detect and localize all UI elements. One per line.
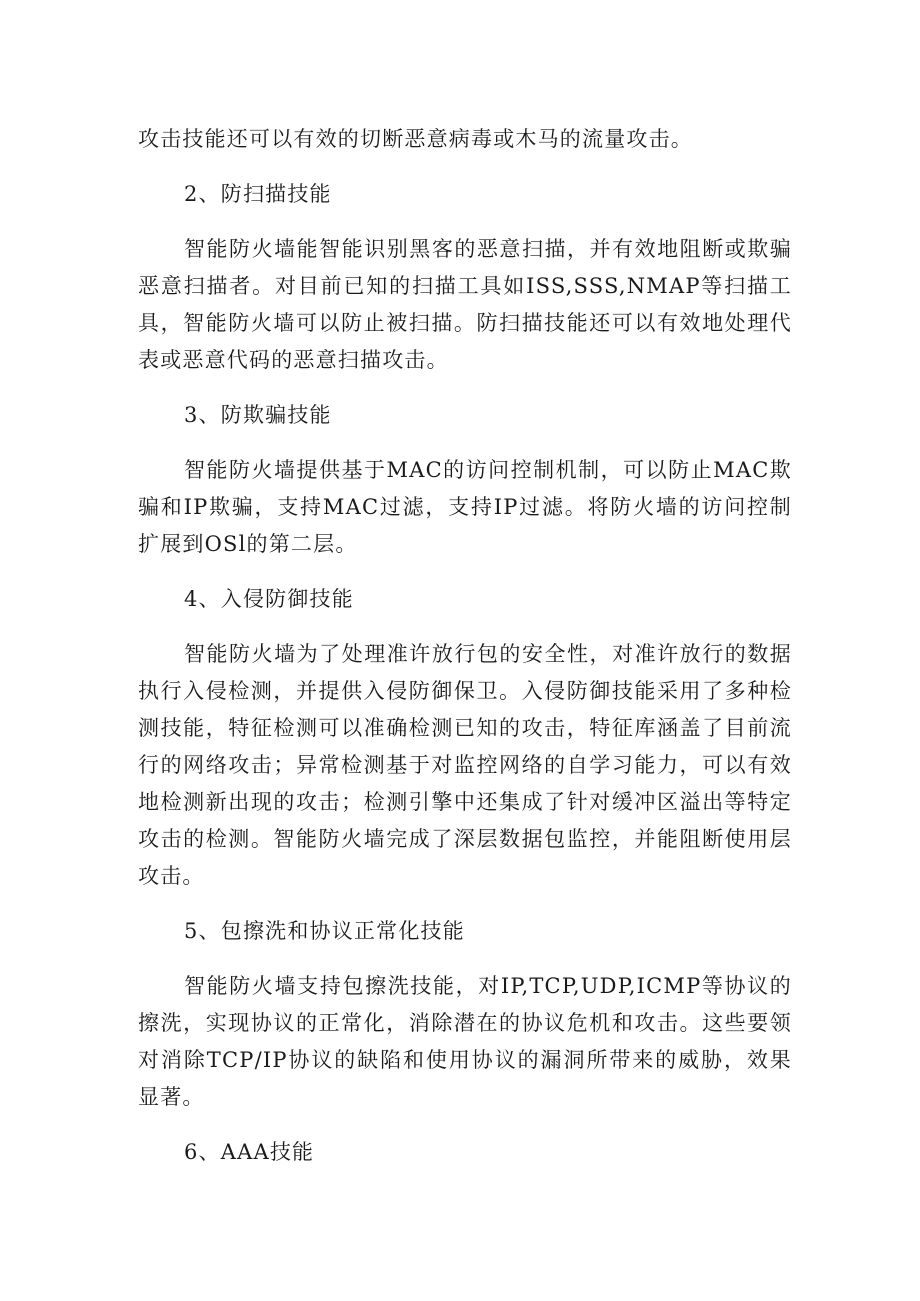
- paragraph-anti-scan: 智能防火墙能智能识别黑客的恶意扫描，并有效地阻断或欺骗恶意扫描者。对目前已知的扫描工具如ISS,SSS,NMAP等扫描工具，智能防火墙可以防止被扫描。防扫描技能还可以有效地处理代表或恶意代码的恶意扫描攻击。: [138, 237, 792, 372]
- spacer: [138, 563, 792, 581]
- spacer: [138, 434, 792, 452]
- spacer: [138, 950, 792, 968]
- spacer: [138, 618, 792, 636]
- paragraph-anti-spoof: 智能防火墙提供基于MAC的访问控制机制，可以防止MAC欺骗和IP欺骗，支持MAC过滤，支持IP过滤。将防火墙的访问控制扩展到OSl的第二层。: [138, 458, 792, 556]
- section-heading-5: 5、包擦洗和协议正常化技能: [184, 919, 465, 943]
- document-body: [138, 121, 792, 1171]
- spacer: [138, 158, 792, 176]
- paragraph-continuation: 攻击技能还可以有效的切断恶意病毒或木马的流量攻击。: [138, 127, 693, 151]
- spacer: [138, 895, 792, 913]
- section-heading-6: 6、AAA技能: [184, 1140, 315, 1164]
- section-heading-3: 3、防欺骗技能: [184, 403, 332, 427]
- section-heading-4: 4、入侵防御技能: [184, 587, 354, 611]
- spacer: [138, 379, 792, 397]
- paragraph-packet-scrubbing: 智能防火墙支持包擦洗技能，对IP,TCP,UDP,ICMP等协议的擦洗，实现协议的正常化，消除潜在的协议危机和攻击。这些要领对消除TCP/IP协议的缺陷和使用协议的漏洞所带来的威胁，效果显著。: [138, 974, 792, 1109]
- paragraph-intrusion-prevention: 智能防火墙为了处理准许放行包的安全性，对准许放行的数据执行入侵检测，并提供入侵防御保卫。入侵防御技能采用了多种检测技能，特征检测可以准确检测已知的攻击，特征库涵盖了目前流行的网络攻击；异常检测基于对监控网络的自学习能力，可以有效地检测新出现的攻击；检测引擎中还集成了针对缓冲区溢出等特定攻击的检测。智能防火墙完成了深层数据包监控，并能阻断使用层攻击。: [138, 642, 792, 888]
- spacer: [138, 1116, 792, 1134]
- section-heading-2: 2、防扫描技能: [184, 182, 332, 206]
- spacer: [138, 213, 792, 231]
